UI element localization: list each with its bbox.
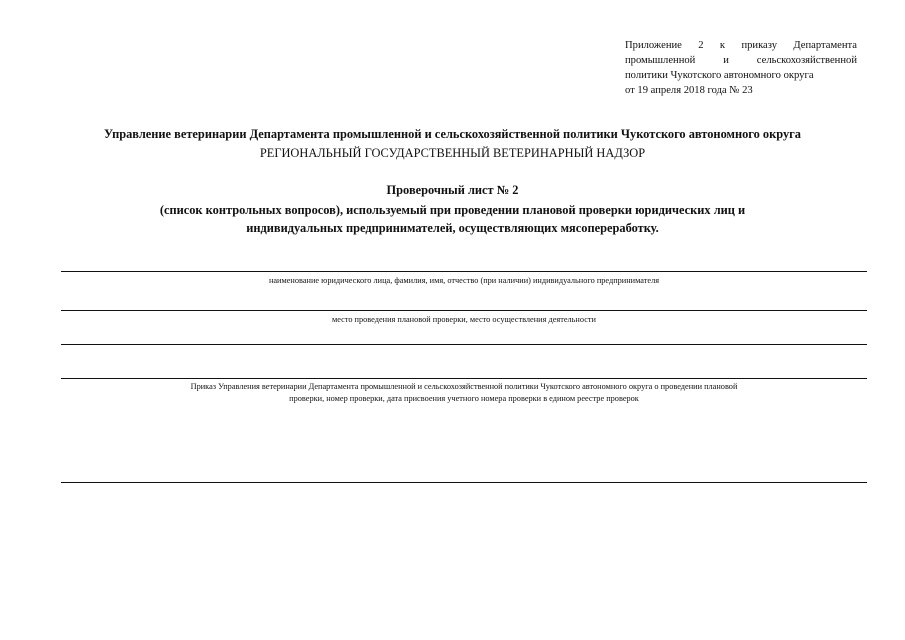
appendix-line-2 <box>625 53 857 68</box>
order-line <box>61 378 867 379</box>
order-caption-line-2: проверки, номер проверки, дата присвоения учетного номера проверки в едином реестре проверок <box>289 394 639 403</box>
appendix-word: сельскохозяйственной <box>756 55 857 66</box>
appendix-note <box>625 38 857 98</box>
appendix-line-3: политики Чукотского автономного округа <box>625 70 814 81</box>
appendix-line-4: от 19 апреля 2018 года № 23 <box>625 85 753 96</box>
appendix-word: приказу <box>741 40 778 51</box>
appendix-word: промышленной <box>625 55 696 66</box>
bottom-line <box>61 482 867 483</box>
sheet-description-line-1: (список контрольных вопросов), используемый при проведении плановой проверки юридических лиц и <box>159 203 746 217</box>
place-line <box>61 310 867 311</box>
supervision-heading: РЕГИОНАЛЬНЫЙ ГОСУДАРСТВЕННЫЙ ВЕТЕРИНАРНЫЙ НАДЗОР <box>259 146 646 160</box>
sheet-description-line-2: индивидуальных предпринимателей, осуществляющих мясопереработку. <box>246 221 659 235</box>
entity-name-caption: наименование юридического лица, фамилия, имя, отчество (при наличии) индивидуального предпринимателя <box>268 276 660 285</box>
appendix-word: Приложение <box>625 40 682 51</box>
appendix-word: Департамента <box>793 40 857 51</box>
blank-line <box>61 344 867 345</box>
appendix-word: 2 <box>698 40 704 51</box>
appendix-word: к <box>719 40 726 51</box>
appendix-word: и <box>723 55 729 66</box>
appendix-line-1 <box>625 38 857 53</box>
department-heading: Управление ветеринарии Департамента промышленной и сельскохозяйственной политики Чукотского автономного округа <box>104 127 801 141</box>
sheet-title: Проверочный лист № 2 <box>386 183 519 197</box>
place-caption: место проведения плановой проверки, место осуществления деятельности <box>332 315 596 324</box>
entity-name-line <box>61 271 867 272</box>
order-caption-line-1: Приказ Управления ветеринарии Департамента промышленной и сельскохозяйственной политики Чукотского автономного округа о проведении плановой <box>190 382 738 391</box>
